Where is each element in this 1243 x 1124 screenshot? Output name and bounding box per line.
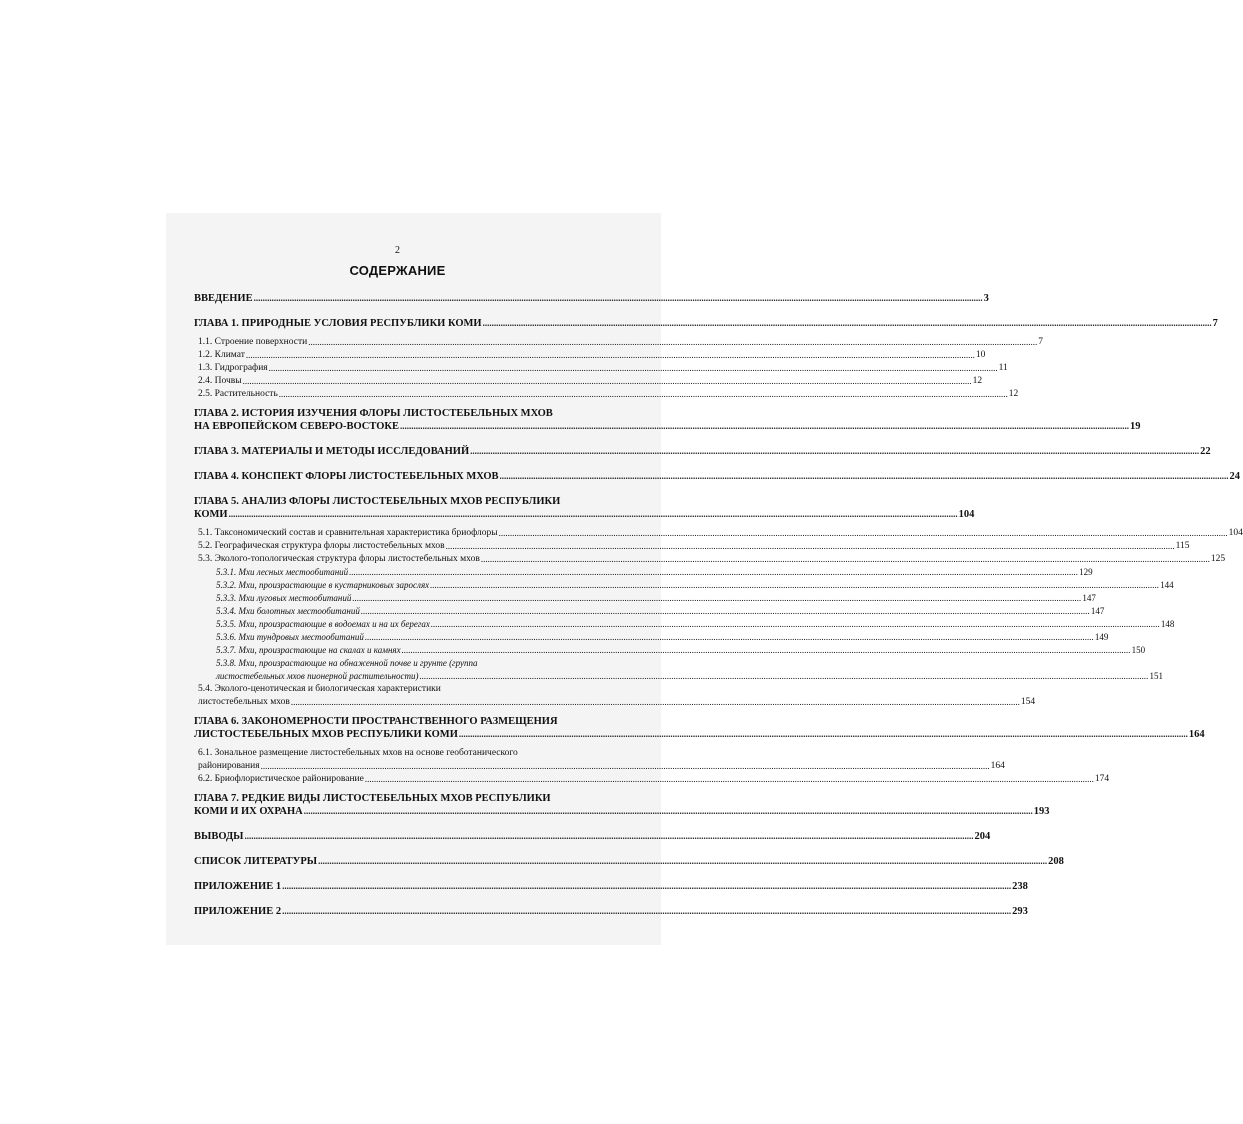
toc-page-number: 12 xyxy=(1008,389,1019,399)
document-title: СОДЕРЖАНИЕ xyxy=(349,263,446,278)
toc-entry-text: ГЛАВА 1. ПРИРОДНЫЕ УСЛОВИЯ РЕСПУБЛИКИ КОМИ xyxy=(194,318,482,329)
toc-entry-text: 5.2. Географическая структура флоры листостебельных мхов xyxy=(198,541,445,551)
toc-page-number: 125 xyxy=(1210,554,1226,564)
toc-entry-text: 5.3.5. Мхи, произрастающие в водоемах и на их берегах xyxy=(216,619,430,629)
dot-leader xyxy=(470,445,1199,458)
toc-entry-intro xyxy=(194,292,989,305)
toc-page-number: 238 xyxy=(1012,881,1028,892)
dot-leader xyxy=(282,880,1011,893)
dot-leader xyxy=(318,855,1047,868)
toc-entry-text: 5.3.3. Мхи луговых местообитаний xyxy=(216,593,352,603)
toc-entry-text: ВЫВОДЫ xyxy=(194,831,244,842)
toc-entry-chapter-7 xyxy=(194,805,1050,818)
toc-page-number: 147 xyxy=(1082,593,1096,603)
toc-entry-text: 5.3.7. Мхи, произрастающие на скалах и камнях xyxy=(216,645,401,655)
toc-entry-text: 1.3. Гидрография xyxy=(198,363,268,373)
toc-entry-chapter-6 xyxy=(194,728,1205,741)
toc-entry-section-2-5 xyxy=(194,388,1019,401)
dot-leader xyxy=(279,388,1008,401)
dot-leader xyxy=(481,553,1210,566)
toc-page-number: 19 xyxy=(1130,421,1141,432)
toc-page-number: 204 xyxy=(974,831,991,842)
toc-page-number: 164 xyxy=(1188,729,1205,740)
dot-leader xyxy=(430,579,1159,592)
toc-entry-chapter-2 xyxy=(194,420,1141,433)
toc-page-number: 174 xyxy=(1094,774,1110,784)
toc-entry-chapter-3 xyxy=(194,445,1211,458)
toc-entry-conclusions xyxy=(194,830,991,843)
toc-entry-section-1-3 xyxy=(194,362,1008,375)
toc-entry-section-6-2 xyxy=(194,773,1110,786)
toc-entry-text: листостебельных мхов пионерной растительности) xyxy=(216,671,419,681)
toc-page-number: 7 xyxy=(1212,318,1218,329)
toc-entry-text: 5.1. Таксономический состав и сравнительная характеристика бриофлоры xyxy=(198,528,498,538)
toc-entry-appendix-2 xyxy=(194,905,1028,918)
toc-entry-text: КОМИ И ИХ ОХРАНА xyxy=(194,806,303,817)
toc-entry-section-5-3-7 xyxy=(194,644,1146,657)
table-of-contents xyxy=(194,292,1243,918)
toc-entry-section-5-3-5 xyxy=(194,618,1175,631)
dot-leader xyxy=(365,631,1094,644)
toc-page-number: 154 xyxy=(1020,697,1036,707)
toc-page-number: 24 xyxy=(1229,471,1241,482)
toc-entry-chapter-2-line1: ГЛАВА 2. ИСТОРИЯ ИЗУЧЕНИЯ ФЛОРЫ ЛИСТОСТЕБЕЛЬНЫХ МХОВ xyxy=(194,408,553,419)
toc-entry-text: СПИСОК ЛИТЕРАТУРЫ xyxy=(194,856,318,867)
toc-page-number: 147 xyxy=(1090,606,1105,616)
dot-leader xyxy=(243,375,972,388)
toc-entry-section-6-1-line1: 6.1. Зональное размещение листостебельных мхов на основе геоботанического xyxy=(198,748,518,758)
toc-entry-text: 2.4. Почвы xyxy=(198,376,242,386)
dot-leader xyxy=(483,317,1212,330)
toc-entry-text: КОМИ xyxy=(194,509,228,520)
toc-entry-section-5-3-8-line1: 5.3.8. Мхи, произрастающие на обнаженной почве и грунте (группа xyxy=(216,658,478,668)
dot-leader xyxy=(245,830,974,843)
toc-entry-section-5-3 xyxy=(194,553,1226,566)
toc-page-number: 193 xyxy=(1033,806,1050,817)
toc-page-number: 293 xyxy=(1012,906,1028,917)
toc-entry-section-5-1 xyxy=(194,527,1243,540)
dot-leader xyxy=(500,470,1229,483)
toc-page-number: 115 xyxy=(1175,541,1190,551)
toc-page-number: 104 xyxy=(1228,528,1243,538)
dot-leader xyxy=(269,362,998,375)
toc-entry-chapter-5-line1: ГЛАВА 5. АНАЛИЗ ФЛОРЫ ЛИСТОСТЕБЕЛЬНЫХ МХОВ РЕСПУБЛИКИ xyxy=(194,496,561,507)
dot-leader xyxy=(304,805,1033,818)
toc-entry-text: ПРИЛОЖЕНИЕ 2 xyxy=(194,906,282,917)
toc-page-number: 3 xyxy=(983,293,989,304)
toc-entry-text: 1.1. Строение поверхности xyxy=(198,337,308,347)
toc-entry-section-5-3-3 xyxy=(194,592,1096,605)
dot-leader xyxy=(402,644,1131,657)
toc-entry-text: 5.3.4. Мхи болотных местообитаний xyxy=(216,606,360,616)
toc-entry-section-5-2 xyxy=(194,540,1190,553)
toc-entry-section-5-3-2 xyxy=(194,579,1174,592)
toc-page-number: 149 xyxy=(1094,632,1109,642)
toc-entry-text: 5.3.6. Мхи тундровых местообитаний xyxy=(216,632,364,642)
toc-entry-chapter-7-line1: ГЛАВА 7. РЕДКИЕ ВИДЫ ЛИСТОСТЕБЕЛЬНЫХ МХОВ РЕСПУБЛИКИ xyxy=(194,793,551,804)
toc-page-number: 104 xyxy=(958,509,975,520)
dot-leader xyxy=(246,349,975,362)
toc-page-number: 208 xyxy=(1048,856,1064,867)
dot-leader xyxy=(229,508,958,521)
dot-leader xyxy=(282,905,1011,918)
toc-entry-section-6-1 xyxy=(194,760,1005,773)
toc-page-number: 7 xyxy=(1038,337,1043,347)
dot-leader xyxy=(459,728,1188,741)
toc-entry-text: ГЛАВА 4. КОНСПЕКТ ФЛОРЫ ЛИСТОСТЕБЕЛЬНЫХ МХОВ xyxy=(194,471,499,482)
toc-entry-references xyxy=(194,855,1064,868)
toc-entry-text: 5.3.2. Мхи, произрастающие в кустарниковых зарослях xyxy=(216,580,430,590)
toc-page-number: 22 xyxy=(1200,446,1211,457)
toc-entry-text: районирования xyxy=(198,761,260,771)
dot-leader xyxy=(308,336,1037,349)
dot-leader xyxy=(261,760,990,773)
dot-leader xyxy=(349,566,1078,579)
toc-entry-section-2-4 xyxy=(194,375,983,388)
toc-page-number: 144 xyxy=(1160,580,1174,590)
toc-entry-appendix-1 xyxy=(194,880,1028,893)
toc-entry-text: НА ЕВРОПЕЙСКОМ СЕВЕРО-ВОСТОКЕ xyxy=(194,421,400,432)
toc-page-number: 10 xyxy=(975,350,986,360)
toc-page-number: 164 xyxy=(990,761,1005,771)
toc-entry-text: ВВЕДЕНИЕ xyxy=(194,293,253,304)
toc-entry-text: 6.2. Бриофлористическое районирование xyxy=(198,774,364,784)
toc-entry-section-5-4 xyxy=(194,696,1036,709)
toc-page-number: 151 xyxy=(1149,671,1163,681)
toc-entry-text: 2.5. Растительность xyxy=(198,389,278,399)
dot-leader xyxy=(499,527,1228,540)
toc-entry-section-5-3-8 xyxy=(194,670,1163,683)
dot-leader xyxy=(365,773,1094,786)
toc-entry-section-5-3-6 xyxy=(194,631,1109,644)
toc-entry-section-5-3-1 xyxy=(194,566,1093,579)
toc-entry-text: ГЛАВА 3. МАТЕРИАЛЫ И МЕТОДЫ ИССЛЕДОВАНИЙ xyxy=(194,446,470,457)
toc-entry-section-1-1 xyxy=(194,336,1043,349)
toc-entry-section-1-2 xyxy=(194,349,986,362)
dot-leader xyxy=(254,292,983,305)
toc-entry-chapter-6-line1: ГЛАВА 6. ЗАКОНОМЕРНОСТИ ПРОСТРАНСТВЕННОГО РАЗМЕЩЕНИЯ xyxy=(194,716,558,727)
toc-page-number: 148 xyxy=(1160,619,1175,629)
dot-leader xyxy=(431,618,1160,631)
toc-entry-text: 1.2. Климат xyxy=(198,350,245,360)
dot-leader xyxy=(446,540,1175,553)
toc-entry-text: листостебельных мхов xyxy=(198,697,290,707)
dot-leader xyxy=(420,670,1149,683)
toc-entry-section-5-4-line1: 5.4. Эколого-ценотическая и биологическая характеристики xyxy=(198,684,441,694)
toc-page-number: 150 xyxy=(1131,645,1146,655)
dot-leader xyxy=(400,420,1129,433)
page-number: 2 xyxy=(395,245,400,256)
dot-leader xyxy=(361,605,1090,618)
toc-entry-text: 5.3. Эколого-топологическая структура флоры листостебельных мхов xyxy=(198,554,480,564)
toc-entry-text: 5.3.1. Мхи лесных местообитаний xyxy=(216,567,349,577)
toc-entry-chapter-1 xyxy=(194,317,1218,330)
toc-entry-section-5-3-4 xyxy=(194,605,1105,618)
toc-page-number: 12 xyxy=(972,376,983,386)
dot-leader xyxy=(291,696,1020,709)
toc-page-number: 11 xyxy=(998,363,1008,373)
toc-entry-chapter-5 xyxy=(194,508,975,521)
dot-leader xyxy=(352,592,1081,605)
toc-entry-text: ПРИЛОЖЕНИЕ 1 xyxy=(194,881,282,892)
toc-entry-chapter-4 xyxy=(194,470,1241,483)
toc-page-number: 129 xyxy=(1079,567,1093,577)
toc-entry-text: ЛИСТОСТЕБЕЛЬНЫХ МХОВ РЕСПУБЛИКИ КОМИ xyxy=(194,729,458,740)
